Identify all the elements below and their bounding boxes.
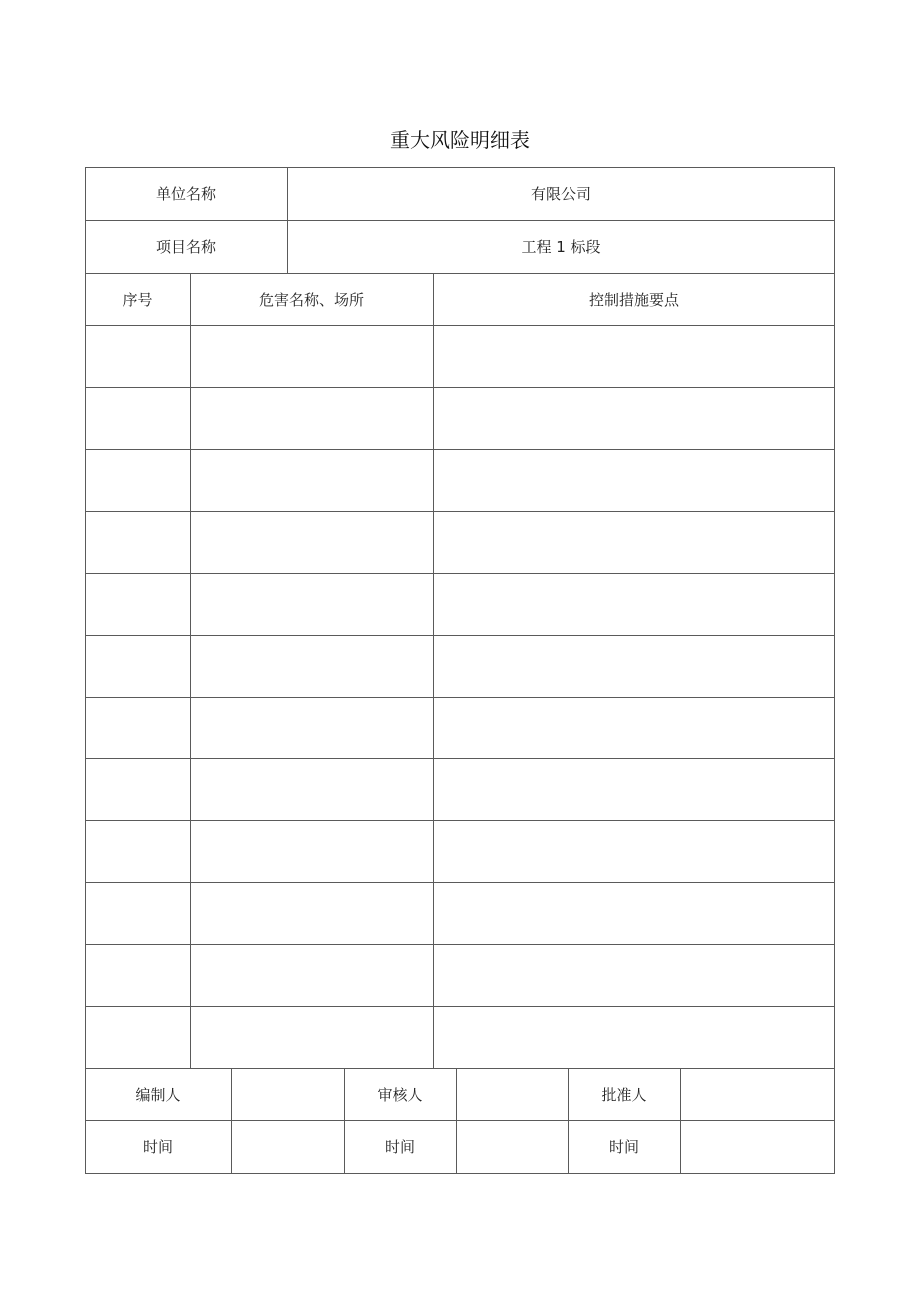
table-row (85, 1006, 835, 1068)
control-measure-cell (433, 882, 835, 944)
table-row (85, 944, 835, 1006)
table-border-bottom (85, 1173, 835, 1174)
project-name-label: 项目名称 (155, 238, 216, 256)
approver-value (680, 1068, 835, 1120)
serial-cell (85, 573, 190, 635)
header-serial-number: 序号 (122, 290, 153, 309)
reviewer-value (456, 1068, 568, 1120)
serial-cell (85, 758, 190, 820)
header-control-measures: 控制措施要点 (588, 290, 679, 309)
serial-cell (85, 449, 190, 511)
table-row (85, 758, 835, 820)
reviewer-time-value (456, 1120, 568, 1173)
table-row (85, 697, 835, 759)
approver-label: 批准人 (601, 1085, 647, 1104)
table-row (85, 882, 835, 944)
hazard-cell (190, 697, 433, 759)
unit-name-label: 单位名称 (155, 185, 216, 203)
control-measure-cell (433, 511, 835, 573)
table-row (85, 325, 835, 387)
risk-detail-table (85, 167, 835, 1174)
header-hazard-name-location: 危害名称、场所 (258, 290, 364, 309)
table-row (85, 449, 835, 511)
hazard-cell (190, 511, 433, 573)
table-row (85, 387, 835, 449)
serial-cell (85, 697, 190, 759)
approver-time-label: 时间 (608, 1138, 639, 1156)
serial-cell (85, 635, 190, 697)
serial-cell (85, 387, 190, 449)
document-title: 重大风险明细表 (390, 128, 530, 152)
serial-cell (85, 944, 190, 1006)
control-measure-cell (433, 635, 835, 697)
table-row (85, 573, 835, 635)
hazard-cell (190, 820, 433, 882)
serial-cell (85, 820, 190, 882)
control-measure-cell (433, 449, 835, 511)
hazard-cell (190, 573, 433, 635)
hazard-cell (190, 325, 433, 387)
compiler-label: 编制人 (135, 1085, 181, 1104)
hazard-cell (190, 1006, 433, 1068)
compiler-time-value (231, 1120, 344, 1173)
hazard-cell (190, 387, 433, 449)
serial-cell (85, 325, 190, 387)
table-row (85, 511, 835, 573)
unit-name-value: 有限公司 (530, 185, 591, 203)
table-row (85, 635, 835, 697)
hazard-cell (190, 882, 433, 944)
hazard-cell (190, 758, 433, 820)
control-measure-cell (433, 573, 835, 635)
hazard-cell (190, 449, 433, 511)
compiler-time-label: 时间 (142, 1138, 173, 1156)
table-row (85, 820, 835, 882)
serial-cell (85, 882, 190, 944)
control-measure-cell (433, 758, 835, 820)
hazard-cell (190, 944, 433, 1006)
project-name-value: 工程 1 标段 (521, 238, 601, 256)
control-measure-cell (433, 697, 835, 759)
control-measure-cell (433, 820, 835, 882)
reviewer-label: 审核人 (377, 1085, 423, 1104)
control-measure-cell (433, 325, 835, 387)
control-measure-cell (433, 944, 835, 1006)
serial-cell (85, 1006, 190, 1068)
serial-cell (85, 511, 190, 573)
reviewer-time-label: 时间 (384, 1138, 415, 1156)
control-measure-cell (433, 1006, 835, 1068)
compiler-value (231, 1068, 344, 1120)
approver-time-value (680, 1120, 835, 1173)
hazard-cell (190, 635, 433, 697)
control-measure-cell (433, 387, 835, 449)
